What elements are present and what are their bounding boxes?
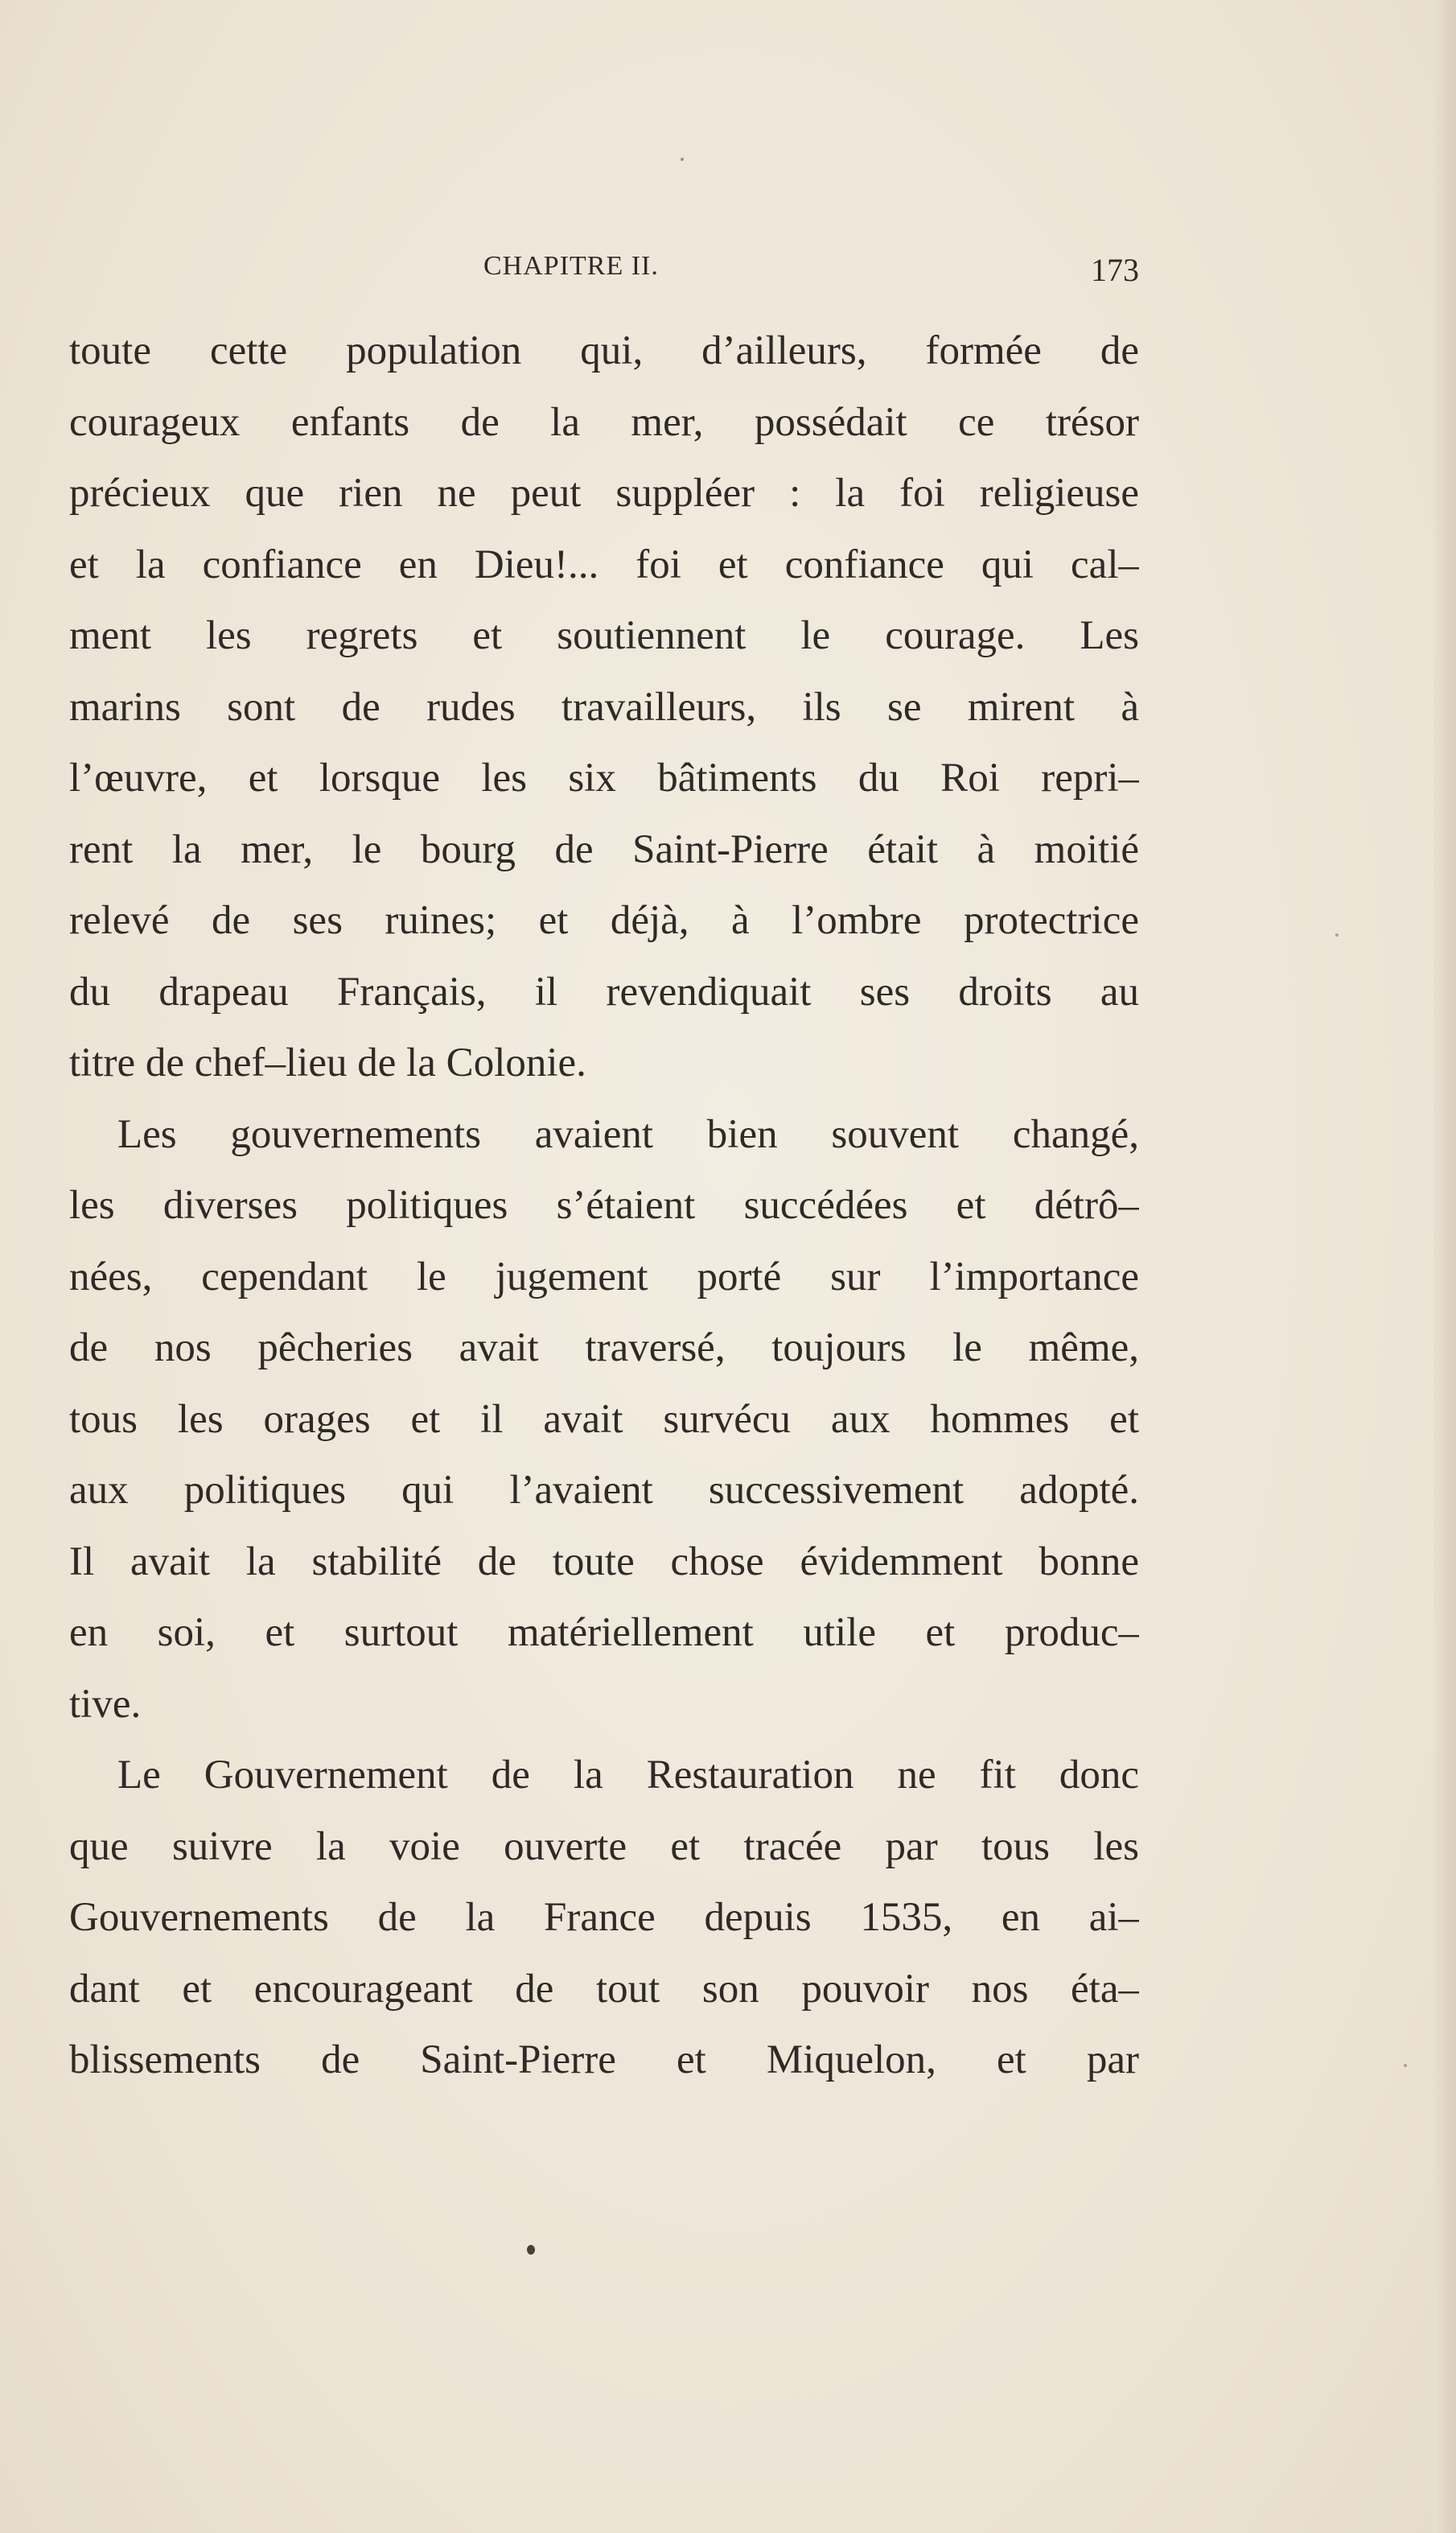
ink-speck [527,2245,535,2255]
text-line: en soi, et surtout matériellement utile et produc– [69,1610,1139,1655]
paragraph [69,1740,1139,2096]
chapter-heading: CHAPITRE II. [483,251,659,281]
text-line: Les gouvernements avaient bien souvent changé, [117,1111,1139,1157]
text-line: tous les orages et il avait survécu aux hommes et [69,1396,1139,1442]
ink-speck [681,158,684,161]
page-edge [1433,0,1456,2533]
text-line: nées, cependant le jugement porté sur l’importance [69,1254,1139,1299]
text-line: marins sont de rudes travailleurs, ils se mirent à [69,684,1139,730]
text-line: rent la mer, le bourg de Saint-Pierre était à moitié [69,826,1139,872]
text-line: relevé de ses ruines; et déjà, à l’ombre protectrice [69,898,1139,943]
text-line: Le Gouvernement de la Restauration ne fit donc [117,1753,1139,1798]
text-line: que suivre la voie ouverte et tracée par tous les [69,1823,1139,1869]
ink-speck [1335,933,1339,937]
text-line: courageux enfants de la mer, possédait ce trésor [69,399,1139,445]
text-line: Il avait la stabilité de toute chose évidemment bonne [69,1538,1139,1584]
text-line: ment les regrets et soutiennent le courage. Les [69,613,1139,658]
text-line: l’œuvre, et lorsque les six bâtiments du Roi repri– [69,756,1139,801]
paragraph [69,315,1139,1099]
body-text [69,315,1139,2096]
ink-speck [1404,2064,1407,2067]
text-line: toute cette population qui, d’ailleurs, formée de [69,328,1139,373]
text-line: de nos pêcheries avait traversé, toujours le même, [69,1325,1139,1370]
running-head [69,251,1139,296]
text-line: blissements de Saint-Pierre et Miquelon, et par [69,2037,1139,2082]
text-line: dant et encourageant de tout son pouvoir nos éta– [69,1966,1139,2012]
text-line: précieux que rien ne peut suppléer : la foi religieuse [69,471,1139,516]
text-line: Gouvernements de la France depuis 1535, en ai– [69,1895,1139,1940]
text-line: titre de chef–lieu de la Colonie. [69,1040,586,1085]
text-line: et la confiance en Dieu!... foi et confiance qui cal– [69,542,1139,587]
page-number: 173 [1091,252,1139,288]
text-line: du drapeau Français, il revendiquait ses droits au [69,969,1139,1015]
paragraph [69,1099,1139,1740]
text-line: tive. [69,1681,142,1727]
text-line: les diverses politiques s’étaient succédées et détrô– [69,1183,1139,1228]
text-line: aux politiques qui l’avaient successivement adopté. [69,1468,1139,1513]
